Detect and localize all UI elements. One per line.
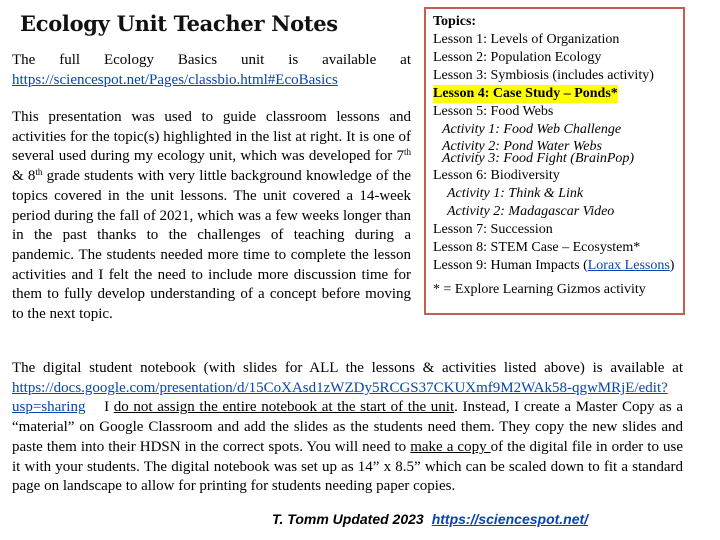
description-text-1: This presentation was used to guide classroom lessons and activities for the topic(s) highlighted in the list at right. It is one of several used during my ecology unit, which was developed for 7 bbox=[12, 109, 411, 165]
sciencespot-link[interactable]: https://sciencespot.net/ bbox=[431, 511, 589, 527]
notebook-underlined-1: do not assign the entire notebook at the start of the unit bbox=[113, 399, 455, 416]
page-title: Ecology Unit Teacher Notes bbox=[20, 11, 338, 36]
topics-heading: Topics: bbox=[433, 14, 477, 29]
footer bbox=[272, 511, 588, 527]
description-text-2: & 8 bbox=[12, 168, 36, 185]
lesson-8: Lesson 8: STEM Case – Ecosystem* bbox=[433, 240, 641, 255]
lesson-5-activity-3: Activity 3: Food Fight (BrainPop) bbox=[442, 151, 635, 166]
lesson-6-activity-2: Activity 2: Madagascar Video bbox=[447, 204, 615, 219]
lesson-9-close: ) bbox=[669, 258, 675, 273]
lorax-lessons-link[interactable]: Lorax Lessons bbox=[587, 258, 670, 273]
ecobasics-link[interactable]: https://sciencespot.net/Pages/classbio.html#EcoBasics bbox=[12, 71, 338, 88]
notebook-underlined-2: make a copy bbox=[410, 438, 491, 455]
lesson-4-highlighted: Lesson 4: Case Study – Ponds* bbox=[433, 86, 618, 101]
lesson-6: Lesson 6: Biodiversity bbox=[433, 168, 560, 183]
notebook-text-3: . Instead, I create a Master Copy as a “material” on Google Classroom and add the slides as the students need them. They copy the new slides and paste them into their HDSN in the correct spots. You will need to bbox=[12, 399, 683, 455]
notebook-text-4: of the digital file in order to use it with your students. The digital notebook was set up as 14” x 8.5” which can be scaled down to fit a standard page on landscape to allow for printing for students needing paper copies. bbox=[12, 438, 683, 495]
intro-text: The full Ecology Basics unit is available at bbox=[12, 52, 411, 68]
description-paragraph bbox=[12, 108, 411, 325]
lesson-9-text: Lesson 9: Human Impacts ( bbox=[433, 258, 588, 273]
lesson-1: Lesson 1: Levels of Organization bbox=[433, 32, 620, 47]
lesson-2: Lesson 2: Population Ecology bbox=[433, 50, 602, 65]
lesson-3: Lesson 3: Symbiosis (includes activity) bbox=[433, 68, 654, 83]
notebook-text-1: The digital student notebook (with slides for ALL the lessons & activities listed above) is available at bbox=[12, 360, 683, 376]
notebook-link[interactable]: https://docs.google.com/presentation/d/15CoXAsd1zWZDy5RCGS37CKUXmf9M2WAk58-qgwMRjE/edit?usp=sharing bbox=[12, 379, 668, 416]
lesson-7: Lesson 7: Succession bbox=[433, 222, 553, 237]
lesson-6-activity-1: Activity 1: Think & Link bbox=[447, 186, 584, 201]
notebook-paragraph bbox=[12, 359, 683, 497]
lesson-9 bbox=[433, 257, 683, 275]
superscript-th-2: th bbox=[35, 167, 43, 178]
topics-box bbox=[424, 7, 685, 315]
notebook-text-2: I bbox=[85, 399, 114, 416]
lesson-5-activity-1: Activity 1: Food Web Challenge bbox=[442, 122, 622, 137]
gizmos-note: * = Explore Learning Gizmos activity bbox=[433, 282, 646, 297]
footer-credit: T. Tomm Updated 2023 bbox=[272, 511, 424, 527]
superscript-th-1: th bbox=[403, 147, 411, 158]
description-text-3: grade students with very little background knowledge of the topics covered in the unit lessons. The unit covered a 14-week period during the fall of 2021, which was a few weeks longer than in the past thanks to the challenges of teaching during a pandemic. The students needed more time to complete the lesson activities and I felt the need to include more discussion time for them to fully develop understanding of a concept before moving to the next topic. bbox=[12, 168, 411, 323]
intro-paragraph bbox=[12, 51, 411, 90]
lesson-5-activity-2: Activity 2: Pond Water Webs bbox=[442, 139, 602, 154]
lesson-5: Lesson 5: Food Webs bbox=[433, 104, 554, 119]
